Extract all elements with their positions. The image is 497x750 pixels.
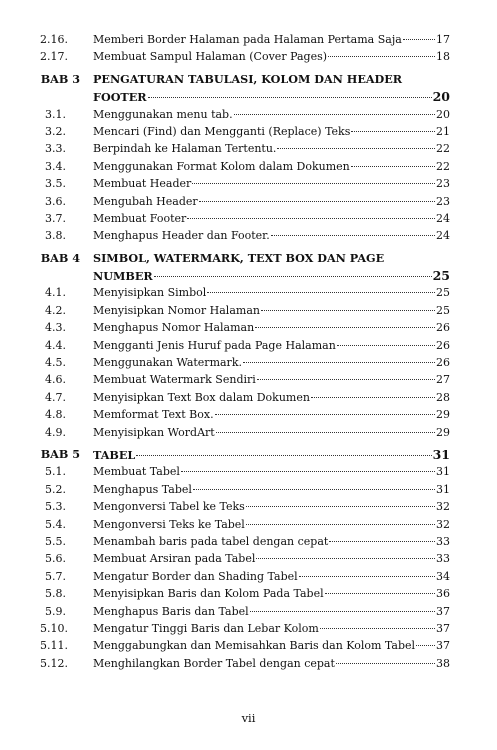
section-number: 2.16. bbox=[40, 33, 68, 46]
dot-leader bbox=[336, 663, 435, 664]
section-title: Menggunakan Format Kolom dalam Dokumen bbox=[93, 159, 350, 173]
section-number: 2.17. bbox=[40, 50, 68, 64]
toc-entry bbox=[40, 227, 450, 244]
dot-leader bbox=[246, 506, 435, 507]
section-title: Menghapus Nomor Halaman bbox=[93, 321, 255, 335]
section-number: 5.7. bbox=[45, 569, 66, 583]
page-ref: 17 bbox=[436, 33, 450, 46]
page-ref: 20 bbox=[436, 107, 450, 121]
section-title: Menyisipkan Simbol bbox=[93, 286, 207, 300]
dot-leader bbox=[261, 310, 435, 311]
dot-leader bbox=[250, 611, 435, 612]
page-ref: 20 bbox=[432, 89, 450, 105]
section-number: 5.5. bbox=[45, 534, 66, 548]
dot-leader bbox=[351, 166, 435, 167]
page-ref: 36 bbox=[436, 587, 450, 601]
toc-entry bbox=[40, 568, 450, 585]
dot-leader bbox=[416, 645, 435, 646]
toc-entry bbox=[40, 371, 450, 388]
dot-leader bbox=[329, 541, 435, 542]
chapter-title: TABEL bbox=[93, 447, 136, 462]
dot-leader bbox=[277, 148, 435, 149]
page-number: vii bbox=[241, 711, 256, 725]
section-number: 3.4. bbox=[45, 159, 66, 173]
dot-leader bbox=[148, 97, 432, 98]
section-title: Mengatur Border dan Shading Tabel bbox=[93, 569, 298, 583]
toc-entry bbox=[40, 424, 450, 441]
page-ref: 24 bbox=[436, 229, 450, 243]
toc-entry bbox=[40, 533, 450, 550]
section-number: 5.2. bbox=[45, 482, 66, 496]
page-ref: 25 bbox=[432, 268, 450, 284]
toc-entry bbox=[40, 140, 450, 157]
dot-leader bbox=[257, 379, 435, 380]
dot-leader bbox=[136, 455, 431, 456]
page-ref: 37 bbox=[436, 639, 450, 653]
toc-entry bbox=[40, 550, 450, 567]
section-number: 4.5. bbox=[45, 356, 66, 370]
toc-entry bbox=[40, 158, 450, 175]
table-of-contents bbox=[40, 31, 450, 672]
section-number: 3.1. bbox=[45, 107, 66, 121]
chapter-number: BAB 3 bbox=[40, 71, 80, 86]
toc-entry bbox=[40, 498, 450, 515]
toc-entry bbox=[40, 406, 450, 423]
toc-entry bbox=[40, 48, 450, 65]
page-ref: 33 bbox=[436, 552, 450, 566]
chapter-title: FOOTER bbox=[93, 90, 147, 105]
chapter-heading bbox=[40, 71, 450, 88]
dot-leader bbox=[271, 235, 435, 236]
section-number: 4.6. bbox=[45, 373, 66, 387]
page-ref: 26 bbox=[436, 321, 450, 335]
section-title: Memberi Border Halaman pada Halaman Pertama Saja bbox=[93, 33, 402, 46]
section-number: 5.10. bbox=[40, 621, 68, 635]
section-title: Menghapus Header dan Footer. bbox=[93, 229, 270, 243]
section-number: 4.3. bbox=[45, 321, 66, 335]
toc-entry bbox=[40, 175, 450, 192]
section-number: 5.11. bbox=[40, 639, 68, 653]
section-title: Menyisipkan WordArt bbox=[93, 425, 215, 439]
section-number: 5.8. bbox=[45, 587, 66, 601]
dot-leader bbox=[403, 39, 435, 40]
page-ref: 24 bbox=[436, 211, 450, 225]
dot-leader bbox=[234, 114, 435, 115]
dot-leader bbox=[325, 593, 435, 594]
toc-entry bbox=[40, 354, 450, 371]
chapter-title: PENGATURAN TABULASI, KOLOM DAN HEADER bbox=[93, 71, 403, 86]
section-number: 5.6. bbox=[45, 552, 66, 566]
section-number: 4.7. bbox=[45, 390, 66, 404]
dot-leader bbox=[255, 327, 435, 328]
dot-leader bbox=[193, 489, 435, 490]
page-ref: 31 bbox=[432, 446, 450, 462]
section-title: Menggabungkan dan Memisahkan Baris dan Kolom Tabel bbox=[93, 639, 416, 653]
page-ref: 33 bbox=[436, 534, 450, 548]
dot-leader bbox=[351, 131, 435, 132]
section-number: 5.12. bbox=[40, 656, 68, 670]
page-ref: 21 bbox=[436, 124, 450, 138]
chapter-title: NUMBER bbox=[93, 269, 153, 284]
section-number: 4.8. bbox=[45, 408, 66, 422]
page-ref: 22 bbox=[436, 142, 450, 156]
chapter-title: SIMBOL, WATERMARK, TEXT BOX DAN PAGE bbox=[93, 250, 385, 265]
section-number: 3.2. bbox=[45, 124, 66, 138]
page-ref: 31 bbox=[436, 482, 450, 496]
toc-entry bbox=[40, 637, 450, 654]
chapter-heading-continued bbox=[40, 88, 450, 105]
page-ref: 37 bbox=[436, 604, 450, 618]
toc-entry bbox=[40, 31, 450, 48]
section-title: Menghilangkan Border Tabel dengan cepat bbox=[93, 656, 335, 670]
section-number: 3.5. bbox=[45, 177, 66, 191]
chapter-heading-continued bbox=[40, 267, 450, 284]
page-ref: 32 bbox=[436, 517, 450, 531]
section-number: 4.4. bbox=[45, 338, 66, 352]
page-ref: 26 bbox=[436, 356, 450, 370]
section-number: 4.2. bbox=[45, 303, 66, 317]
section-title: Membuat Sampul Halaman (Cover Pages) bbox=[93, 50, 328, 64]
section-title: Menyisipkan Baris dan Kolom Pada Tabel bbox=[93, 587, 324, 601]
toc-entry bbox=[40, 284, 450, 301]
section-number: 3.6. bbox=[45, 194, 66, 208]
dot-leader bbox=[215, 414, 435, 415]
section-title: Mengganti Jenis Huruf pada Page Halaman bbox=[93, 338, 336, 352]
page-ref: 28 bbox=[436, 390, 450, 404]
section-number: 4.1. bbox=[45, 286, 66, 300]
toc-entry bbox=[40, 210, 450, 227]
page-ref: 38 bbox=[436, 656, 450, 670]
section-number: 4.9. bbox=[45, 425, 66, 439]
toc-entry bbox=[40, 655, 450, 672]
page-ref: 27 bbox=[436, 373, 450, 387]
section-title: Membuat Header bbox=[93, 177, 192, 191]
section-title: Membuat Arsiran pada Tabel bbox=[93, 552, 256, 566]
page-ref: 25 bbox=[436, 286, 450, 300]
page-ref: 26 bbox=[436, 338, 450, 352]
section-title: Berpindah ke Halaman Tertentu. bbox=[93, 142, 277, 156]
section-title: Menghapus Tabel bbox=[93, 482, 192, 496]
chapter-heading bbox=[40, 250, 450, 267]
section-title: Menggunakan Watermark. bbox=[93, 356, 242, 370]
section-title: Memformat Text Box. bbox=[93, 408, 214, 422]
section-title: Mencari (Find) dan Mengganti (Replace) Teks bbox=[93, 124, 351, 138]
section-title: Menambah baris pada tabel dengan cepat bbox=[93, 534, 329, 548]
page-ref: 32 bbox=[436, 500, 450, 514]
toc-entry bbox=[40, 302, 450, 319]
page-ref: 34 bbox=[436, 569, 450, 583]
chapter-number: BAB 5 bbox=[40, 446, 80, 461]
page-ref: 23 bbox=[436, 194, 450, 208]
toc-entry bbox=[40, 319, 450, 336]
section-number: 3.7. bbox=[45, 211, 66, 225]
dot-leader bbox=[216, 432, 435, 433]
section-title: Menyisipkan Text Box dalam Dokumen bbox=[93, 390, 310, 404]
section-title: Membuat Footer bbox=[93, 211, 187, 225]
dot-leader bbox=[199, 201, 435, 202]
page-ref: 29 bbox=[436, 408, 450, 422]
page-ref: 23 bbox=[436, 177, 450, 191]
dot-leader bbox=[181, 471, 435, 472]
dot-leader bbox=[207, 292, 435, 293]
dot-leader bbox=[337, 345, 435, 346]
section-title: Menghapus Baris dan Tabel bbox=[93, 604, 249, 618]
dot-leader bbox=[187, 218, 435, 219]
page-ref: 18 bbox=[436, 50, 450, 64]
chapter-number: BAB 4 bbox=[40, 250, 80, 265]
dot-leader bbox=[192, 183, 435, 184]
dot-leader bbox=[328, 56, 435, 57]
section-title: Menggunakan menu tab. bbox=[93, 107, 233, 121]
section-number: 3.3. bbox=[45, 142, 66, 156]
dot-leader bbox=[256, 558, 435, 559]
dot-leader bbox=[299, 576, 435, 577]
chapter-heading bbox=[40, 446, 450, 463]
page-ref: 22 bbox=[436, 159, 450, 173]
toc-entry bbox=[40, 481, 450, 498]
dot-leader bbox=[320, 628, 435, 629]
toc-entry bbox=[40, 603, 450, 620]
toc-entry bbox=[40, 193, 450, 210]
toc-entry bbox=[40, 106, 450, 123]
dot-leader bbox=[311, 397, 435, 398]
section-title: Menyisipkan Nomor Halaman bbox=[93, 303, 260, 317]
section-title: Mengonversi Tabel ke Teks bbox=[93, 500, 245, 514]
page-ref: 31 bbox=[436, 465, 450, 479]
section-number: 3.8. bbox=[45, 229, 66, 243]
section-number: 5.3. bbox=[45, 500, 66, 514]
page-ref: 37 bbox=[436, 621, 450, 635]
toc-entry bbox=[40, 620, 450, 637]
toc-entry bbox=[40, 463, 450, 480]
section-title: Mengonversi Teks ke Tabel bbox=[93, 517, 245, 531]
toc-entry bbox=[40, 389, 450, 406]
section-title: Membuat Tabel bbox=[93, 465, 180, 479]
dot-leader bbox=[246, 524, 435, 525]
page-ref: 29 bbox=[436, 425, 450, 439]
toc-entry bbox=[40, 516, 450, 533]
section-number: 5.1. bbox=[45, 465, 66, 479]
dot-leader bbox=[243, 362, 435, 363]
section-title: Mengubah Header bbox=[93, 194, 198, 208]
toc-entry bbox=[40, 585, 450, 602]
section-title: Membuat Watermark Sendiri bbox=[93, 373, 256, 387]
toc-entry bbox=[40, 123, 450, 140]
page-ref: 25 bbox=[436, 303, 450, 317]
section-title: Mengatur Tinggi Baris dan Lebar Kolom bbox=[93, 621, 319, 635]
section-number: 5.9. bbox=[45, 604, 66, 618]
dot-leader bbox=[154, 276, 432, 277]
section-number: 5.4. bbox=[45, 517, 66, 531]
toc-entry bbox=[40, 337, 450, 354]
